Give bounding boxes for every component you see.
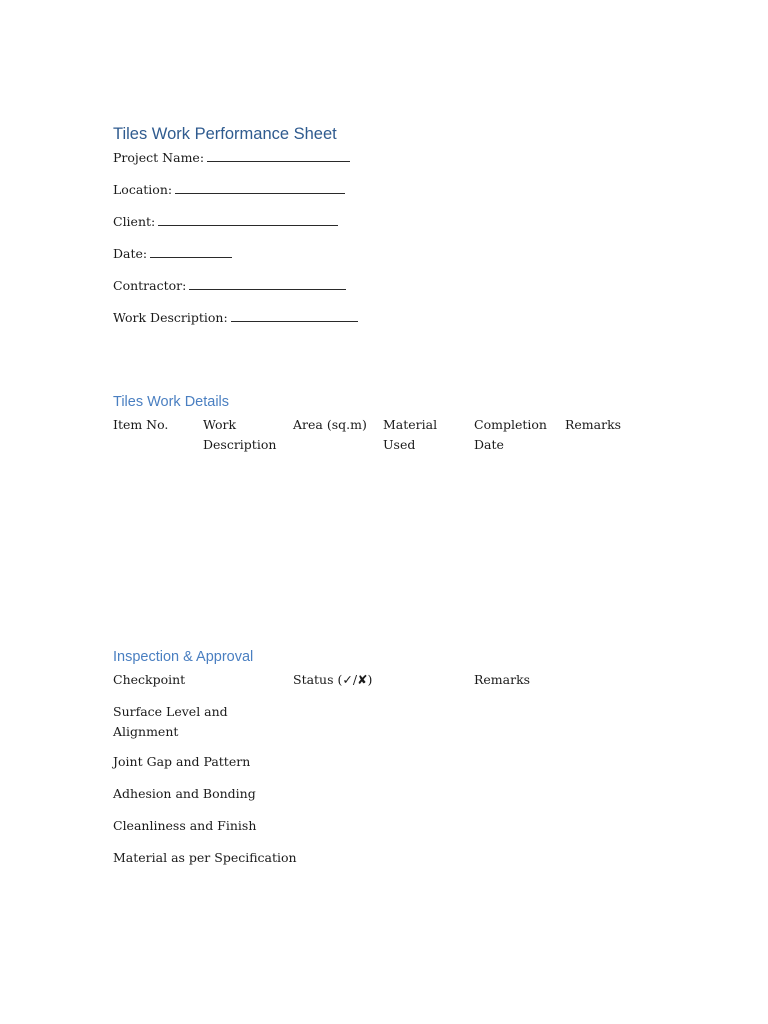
inspection-checkpoint-row: Material as per Specification [113, 850, 297, 865]
details-column-header-remarks: Remarks [565, 417, 622, 432]
work-description-blank-line [231, 309, 358, 322]
inspection-column-header-checkpoint: Checkpoint [113, 672, 186, 687]
contractor-blank-line [189, 277, 346, 290]
client-field [113, 212, 338, 231]
date-label: Date: [113, 246, 148, 261]
contractor-label: Contractor: [113, 278, 187, 293]
inspection-section-heading: Inspection & Approval [113, 649, 254, 665]
contractor-field [113, 276, 346, 295]
client-blank-line [158, 213, 338, 226]
project-name-label: Project Name: [113, 150, 205, 165]
inspection-column-header-remarks: Remarks [474, 672, 531, 687]
work-description-field [113, 308, 358, 327]
document-title: Tiles Work Performance Sheet [113, 125, 337, 143]
inspection-checkpoint-row: Joint Gap and Pattern [113, 754, 251, 769]
client-label: Client: [113, 214, 156, 229]
location-label: Location: [113, 182, 173, 197]
details-column-header-item-no: Item No. [113, 417, 169, 432]
inspection-checkpoint-row: Surface Level and Alignment [113, 704, 228, 739]
date-field [113, 244, 232, 263]
details-column-header-work-description: Work Description [203, 417, 277, 452]
inspection-checkpoint-row: Adhesion and Bonding [113, 786, 256, 801]
location-field [113, 180, 345, 199]
details-column-header-area: Area (sq.m) [293, 417, 367, 432]
details-section-heading: Tiles Work Details [113, 394, 230, 410]
project-name-blank-line [207, 149, 350, 162]
details-column-header-material-used: Material Used [383, 417, 438, 452]
document-page [113, 0, 673, 1024]
details-column-header-completion-date: Completion Date [474, 417, 547, 452]
inspection-checkpoint-row: Cleanliness and Finish [113, 818, 257, 833]
inspection-column-header-status: Status (✓/✘) [293, 672, 373, 687]
project-name-field [113, 148, 350, 167]
date-blank-line [150, 245, 232, 258]
work-description-label: Work Description: [113, 310, 228, 325]
location-blank-line [175, 181, 345, 194]
